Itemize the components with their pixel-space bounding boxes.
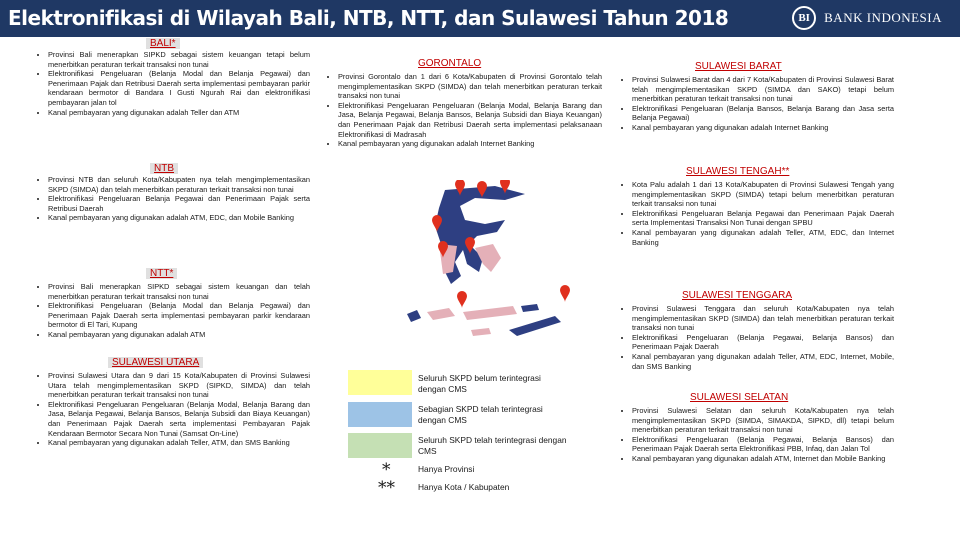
list-sulawesi-selatan <box>616 406 894 464</box>
list-item: • Kanal pembayaran yang digunakan adalah Teller, ATM, EDC, dan Internet Banking <box>632 228 894 247</box>
section-title-bali: BALI* <box>146 38 180 49</box>
legend-label-double-star: Hanya Kota / Kabupaten <box>418 482 510 492</box>
sumba-shape <box>471 328 491 336</box>
list-bali <box>32 50 310 117</box>
list-item: • Kanal pembayaran yang digunakan adalah ATM, Internet dan Mobile Banking <box>632 454 894 464</box>
legend-label-green: Seluruh SKPD telah terintegrasi dengan CMS <box>418 435 567 456</box>
list-item: • Kanal pembayaran yang digunakan adalah ATM, EDC, dan Mobile Banking <box>48 213 310 223</box>
list-item: • Kanal pembayaran yang digunakan adalah Internet Banking <box>632 123 894 133</box>
list-item: • Provinsi Sulawesi Barat dan 4 dari 7 Kota/Kabupaten di Provinsi Sulawesi Barat telah mengimplementasikan SKPD (SIMDA dan SAKO) tetapi belum menerbitkan peraturan terkait transaksi non tunai <box>632 75 894 104</box>
list-ntb <box>32 175 310 223</box>
list-item: • Elektronifikasi Pengeluaran (Belanja Modal dan Belanja Pegawai) dan Penerimaan Pajak dan Retribusi Daerah serta implementasi pembayaran parkir kendaraan bermotor di Bandara I Gusti Ngurah Rai dan elektronifikasi pembayaran jalan tol <box>48 69 310 107</box>
legend-label-blue: Sebagian SKPD telah terintegrasi dengan CMS <box>418 404 543 425</box>
list-item: • Elektronifikasi Pengeluaran Pengeluaran (Belanja Modal, Belanja Barang dan Jasa, Belanja Pegawai, Belanja Bansos, Belanja Subsidi dan Biaya Keuangan) dan Penerimaan Pajak Daerah serta implementasi Pembayaran Pajak Kendaraan Bermotor Secara Non Tunai (Samsat On-Line) <box>48 400 310 438</box>
bank-logo <box>792 6 942 30</box>
list-sulawesi-tengah <box>616 180 894 247</box>
list-item: • Elektronifikasi Pengeluaran (Belanja Modal dan Belanja Pegawai) dan Penerimaan Pajak Daerah serta implementasi pembayaran parkir kendaraan bermotor di El Tari, Kupang <box>48 301 310 330</box>
page-title: Elektronifikasi di Wilayah Bali, NTB, NTT, dan Sulawesi Tahun 2018 <box>8 6 729 30</box>
legend-label-yellow: Seluruh SKPD belum terintegrasi dengan CMS <box>418 373 541 394</box>
list-gorontalo <box>322 72 602 149</box>
legend-swatch-yellow <box>348 370 412 395</box>
ntt-shape <box>463 306 517 320</box>
ntb-shape <box>427 308 455 320</box>
list-item: • Kanal pembayaran yang digunakan adalah Teller, ATM, EDC, Internet, Mobile, dan SMS Banking <box>632 352 894 371</box>
list-item: • Provinsi Gorontalo dan 1 dari 6 Kota/Kabupaten di Provinsi Gorontalo telah mengimplementasikan SKPD (SIMDA) dan telah menerbitkan peraturan terkait transaksi non tunai <box>338 72 602 101</box>
section-title-sulawesi-utara: SULAWESI UTARA <box>108 357 203 368</box>
flores-small-shape <box>521 304 539 312</box>
legend-symbol-double-star: ** <box>378 478 395 498</box>
list-sulawesi-barat <box>616 75 894 133</box>
list-item: • Elektronifikasi Pengeluaran (Belanja Pegawai, Belanja Bansos) dan Penerimaan Pajak Daerah <box>632 333 894 352</box>
list-item: • Kanal pembayaran yang digunakan adalah Teller dan ATM <box>48 108 310 118</box>
bank-logo-text: BANK INDONESIA <box>824 10 942 25</box>
section-title-gorontalo: GORONTALO <box>418 58 482 69</box>
list-item: • Elektronifikasi Pengeluaran Belanja Pegawai dan Penerimaan Pajak serta Retribusi Daerah <box>48 194 310 213</box>
list-item: • Provinsi Bali menerapkan SIPKD sebagai sistem keuangan dan telah menerbitkan peraturan terkait transaksi non tunai <box>48 282 310 301</box>
header-bar <box>0 0 960 37</box>
list-item: • Elektronifikasi Pengeluaran (Belanja Bansos, Belanja Barang dan Jasa serta Belanja Pegawai) <box>632 104 894 123</box>
bank-logo-icon: BI <box>792 6 816 30</box>
section-title-sulawesi-barat: SULAWESI BARAT <box>695 61 782 72</box>
sulawesi-nusa-tenggara-map <box>405 180 605 360</box>
bali-shape <box>407 310 421 322</box>
legend-swatch-blue <box>348 402 412 427</box>
timor-shape <box>509 316 561 336</box>
section-title-ntb: NTB <box>150 163 178 174</box>
list-item: • Provinsi Sulawesi Tenggara dan seluruh Kota/Kabupaten nya telah mengimplementasikan SKPD (SIMDA) dan telah menerbitkan peraturan terkait transaksi non tunai <box>632 304 894 333</box>
pin-icon <box>560 285 570 302</box>
legend-label-star: Hanya Provinsi <box>418 464 475 474</box>
list-item: • Elektronifikasi Pengeluaran (Belanja Pegawai, Belanja Bansos) dan Penerimaan Pajak Daerah serta Elektronifikasi PBB, Infaq, dan Jalan Tol <box>632 435 894 454</box>
location-pins <box>405 180 570 308</box>
list-item: • Kanal pembayaran yang digunakan adalah Internet Banking <box>338 139 602 149</box>
section-title-sulawesi-tenggara: SULAWESI TENGGARA <box>682 290 793 301</box>
list-item: • Provinsi Bali menerapkan SIPKD sebagai sistem keuangan tetapi belum menerbitkan peraturan terkait transaksi non tunai <box>48 50 310 69</box>
list-item: • Elektronifikasi Pengeluaran Belanja Pegawai dan Penerimaan Pajak Daerah serta Implementasi Transaksi Non Tunai dengan SPBU <box>632 209 894 228</box>
section-title-sulawesi-selatan: SULAWESI SELATAN <box>690 392 789 403</box>
section-title-sulawesi-tengah: SULAWESI TENGAH** <box>686 166 790 177</box>
section-title-ntt: NTT* <box>146 268 177 279</box>
legend-swatch-green <box>348 433 412 458</box>
list-item: • Provinsi NTB dan seluruh Kota/Kabupaten nya telah mengimplementasikan SKPD (SIMDA) dan telah menerbitkan peraturan terkait transaksi non tunai <box>48 175 310 194</box>
list-item: • Kota Palu adalah 1 dari 13 Kota/Kabupaten di Provinsi Sulawesi Tengah yang mengimplementasikan SKPD (SIMDA) tetapi belum menerbitkan peraturan terkait transaksi non tunai <box>632 180 894 209</box>
list-item: • Elektronifikasi Pengeluaran Pengeluaran (Belanja Modal, Belanja Barang dan Jasa, Belanja Pegawai, Belanja Bansos, Belanja Subsidi dan Biaya Keuangan) dan Penerimaan Pajak dan Retribusi Daerah serta implementasi pelaksanaan Elektronifikasi di Madrasah <box>338 101 602 139</box>
list-sulawesi-utara <box>32 371 310 448</box>
list-item: • Provinsi Sulawesi Selatan dan seluruh Kota/Kabupaten nya telah mengimplementasikan SKPD (SIMDA, SIMAKDA, SIPKD, dll) tetapi belum menerbitkan peraturan terkait transaksi non tunai <box>632 406 894 435</box>
list-item: • Kanal pembayaran yang digunakan adalah ATM <box>48 330 310 340</box>
list-ntt <box>32 282 310 340</box>
list-item: • Provinsi Sulawesi Utara dan 9 dari 15 Kota/Kabupaten di Provinsi Sulawesi Utara telah mengimplementasikan SKPD (SIPKD, SIMDA) dan telah menerbitkan peraturan terkait transaksi non tunai <box>48 371 310 400</box>
list-item: • Kanal pembayaran yang digunakan adalah Teller, ATM, dan SMS Banking <box>48 438 310 448</box>
legend-symbol-star: * <box>382 460 391 480</box>
pin-icon <box>457 291 467 308</box>
list-sulawesi-tenggara <box>616 304 894 371</box>
